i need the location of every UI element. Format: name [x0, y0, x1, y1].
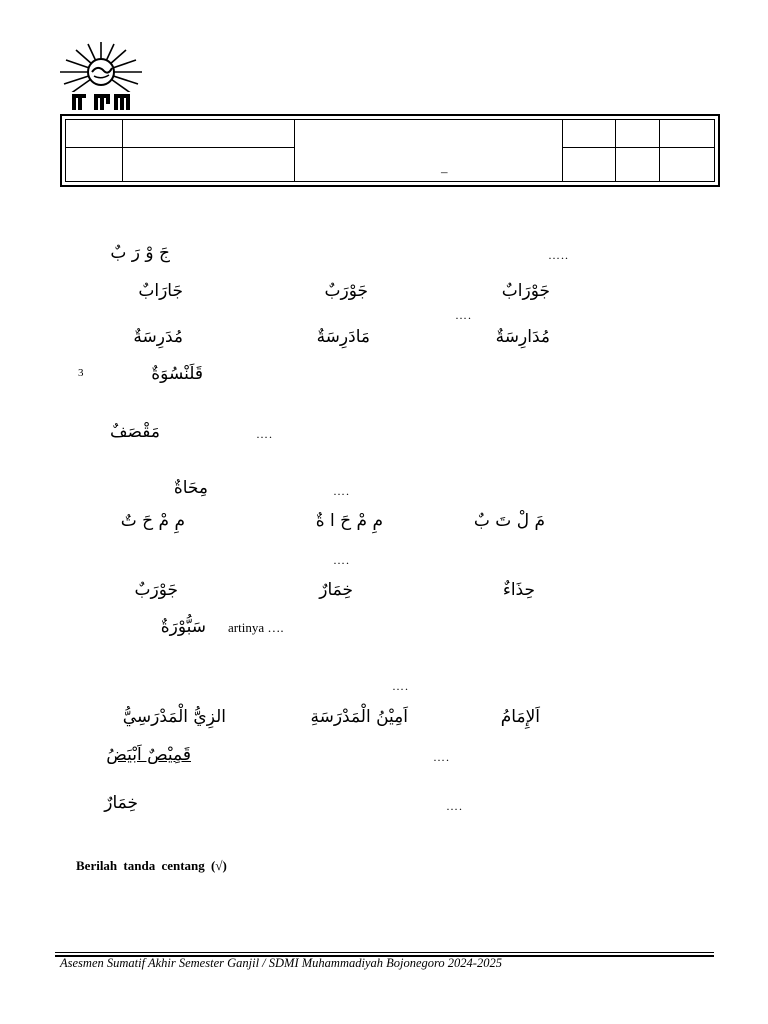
q8-option-c[interactable]: الزِيُّ الْمَدْرَسِيُّ [122, 707, 226, 727]
table-row-divider [562, 147, 714, 148]
q1-option-a[interactable]: جَوْرَابٌ [501, 281, 550, 301]
q5-option-b[interactable]: مِ مْ حَ ا ةٌ [315, 511, 383, 531]
q8-blank: …. [392, 679, 409, 693]
q2-option-a[interactable]: مُدَارِسَةٌ [495, 327, 550, 347]
q4-word: مَقْصَفٌ [109, 422, 160, 442]
q9-word: قَمِيْصٌ اَبْيَضُ [106, 745, 191, 765]
table-row-divider [66, 147, 294, 148]
q7-word: سَبُّوْرَةٌ [160, 617, 206, 637]
footer-text: Asesmen Sumatif Akhir Semester Ganjil / SDMI Muhammadiyah Bojonegoro 2024-2025 [60, 956, 502, 970]
q6-option-a[interactable]: حِذَاءٌ [502, 580, 535, 600]
q2-blank: …. [455, 308, 472, 322]
q5-option-a[interactable]: مَ لْ تَ بٌ [473, 511, 545, 531]
table-divider [659, 120, 660, 181]
sun-emblem-icon [56, 40, 146, 112]
q8-option-b[interactable]: اَمِيْنُ الْمَدْرَسَةِ [310, 707, 408, 727]
table-divider [562, 120, 563, 181]
q2-option-c[interactable]: مُدَرِسَةٌ [133, 327, 183, 347]
q7-artinya: artinya …. [228, 620, 284, 635]
q6-blank: …. [333, 553, 350, 567]
table-divider [122, 120, 123, 181]
footer-rule [55, 952, 714, 953]
q1-blank: ….. [548, 248, 569, 262]
q6-option-c[interactable]: جَوْرَبٌ [134, 580, 178, 600]
q10-word: خِمَارٌ [104, 793, 138, 813]
q10-blank: …. [446, 799, 463, 813]
q3-number: 3 [78, 367, 84, 379]
q9-blank: …. [433, 750, 450, 764]
q8-option-a[interactable]: اَلإِمَامُ [500, 707, 540, 727]
table-divider [615, 120, 616, 181]
school-logo [56, 40, 146, 112]
q4-blank: …. [256, 427, 273, 441]
q5-blank: …. [333, 484, 350, 498]
q1-option-c[interactable]: جَارَابٌ [138, 281, 183, 301]
section-instruction: Berilah tanda centang (√) [76, 858, 227, 873]
identity-table-inner [65, 119, 715, 182]
table-dash: – [441, 164, 448, 179]
q5-word: مِحَاةٌ [173, 478, 208, 498]
identity-table [60, 114, 720, 187]
q5-option-c[interactable]: مِ مْ حَ تٌ [120, 511, 185, 531]
table-divider [294, 120, 295, 181]
q6-option-b[interactable]: خِمَارٌ [319, 580, 353, 600]
q1-prompt-word: جَ وْ رَ بٌ [110, 243, 170, 263]
q2-option-b[interactable]: مَادَرِسَةٌ [316, 327, 370, 347]
q1-option-b[interactable]: جَوْرَبٌ [324, 281, 368, 301]
q3-word: قَلَنْسُوَةٌ [151, 364, 203, 384]
